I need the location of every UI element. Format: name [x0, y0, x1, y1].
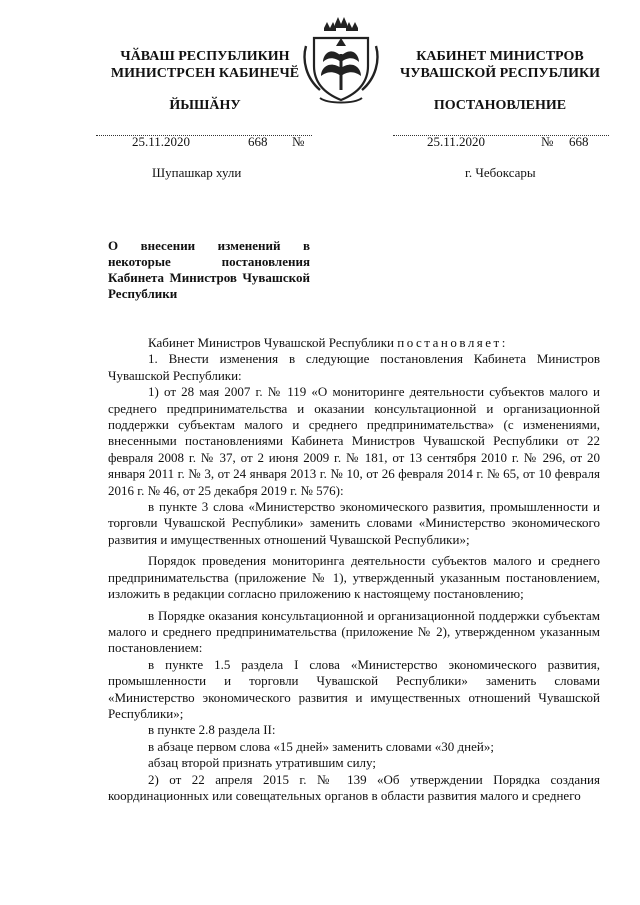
right-org-line1: КАБИНЕТ МИНИСТРОВ: [416, 49, 584, 64]
right-doctype: ПОСТАНОВЛЕНИЕ: [433, 98, 567, 113]
right-org-name: [385, 48, 615, 82]
body-paragraph: в пункте 2.8 раздела II:: [148, 722, 276, 738]
intro-paragraph: [108, 335, 600, 351]
left-org-name: [90, 48, 320, 82]
left-dateline-rule: [96, 135, 312, 136]
intro-lead: Кабинет Министров Чувашской Республики: [148, 335, 394, 350]
left-date: 25.11.2020: [132, 134, 191, 149]
left-number: 668: [248, 134, 268, 149]
body-paragraph: 2) от 22 апреля 2015 г. № 139 «Об утверждении Порядка создания координационных или совещательных органов в области развития малого и среднего: [108, 771, 600, 803]
right-city: г. Чебоксары: [465, 165, 536, 180]
left-doctype: ЙЫШӐНУ: [169, 98, 241, 113]
left-city: Шупашкар хули: [152, 165, 242, 180]
body-paragraph: в пункте 3 слова «Министерство экономического развития, промышленности и торговли Чувашской Республики» заменить словами «Министерство экономического развития и имущественных отношений Чувашской Республики»;: [108, 499, 600, 547]
body-paragraph: 1. Внести изменения в следующие постановления Кабинета Министров Чувашской Республики:: [108, 351, 600, 383]
body-paragraph: в Порядке оказания консультационной и организационной поддержки субъектам малого и среднего предпринимательства (приложение № 2), утвержденном указанным постановлением:: [108, 607, 600, 656]
intro-spaced: постановляет:: [397, 335, 508, 350]
right-number: 668: [569, 134, 589, 149]
chuvash-coat-of-arms-icon: [300, 16, 382, 108]
body-paragraph: абзац второй признать утратившим силу;: [148, 755, 376, 771]
left-org-line1: ЧӐВАШ РЕСПУБЛИКИН: [120, 49, 290, 64]
left-org-line2: МИНИСТРСЕН КАБИНЕЧӖ: [110, 66, 300, 81]
right-org-line2: ЧУВАШСКОЙ РЕСПУБЛИКИ: [399, 66, 601, 81]
body-paragraph: 1) от 28 мая 2007 г. № 119 «О мониторинге деятельности субъектов малого и среднего предпринимательства и оказании консультационной и организационной поддержки субъектам малого и среднего предпринимательства» (с изменениями, внесенными постановлениями Кабинета Министров Чувашской Республики от 22 февраля 2008 г. № 37, от 2 июня 2009 г. № 181, от 13 сентября 2010 г. № 296, от 20 января 2011 г. № 3, от 24 января 2013 г. № 10, от 26 февраля 2014 г. № 65, от 10 февраля 2016 г. № 46, от 25 декабря 2019 г. № 576):: [108, 384, 600, 498]
right-dateline-rule: [393, 135, 609, 136]
document-subject: О внесении изменений в некоторые постановления Кабинета Министров Чувашской Республики: [108, 238, 310, 301]
body-paragraph: в пункте 1.5 раздела I слова «Министерство экономического развития, промышленности и торговли Чувашской Республики» заменить словами «Министерство экономического развития и имущественных отношений Чувашской Республики»;: [108, 656, 600, 721]
body-paragraph: в абзаце первом слова «15 дней» заменить словами «30 дней»;: [148, 738, 494, 754]
document-body: [108, 335, 600, 804]
left-no-sign: №: [292, 134, 305, 149]
body-paragraph: Порядок проведения мониторинга деятельности субъектов малого и среднего предпринимательства (приложение № 1), утвержденный указанным постановлением, изложить в редакции согласно приложению к настоящему постановлению;: [108, 553, 600, 602]
right-date: 25.11.2020: [427, 134, 486, 149]
right-no-sign: №: [541, 134, 554, 149]
